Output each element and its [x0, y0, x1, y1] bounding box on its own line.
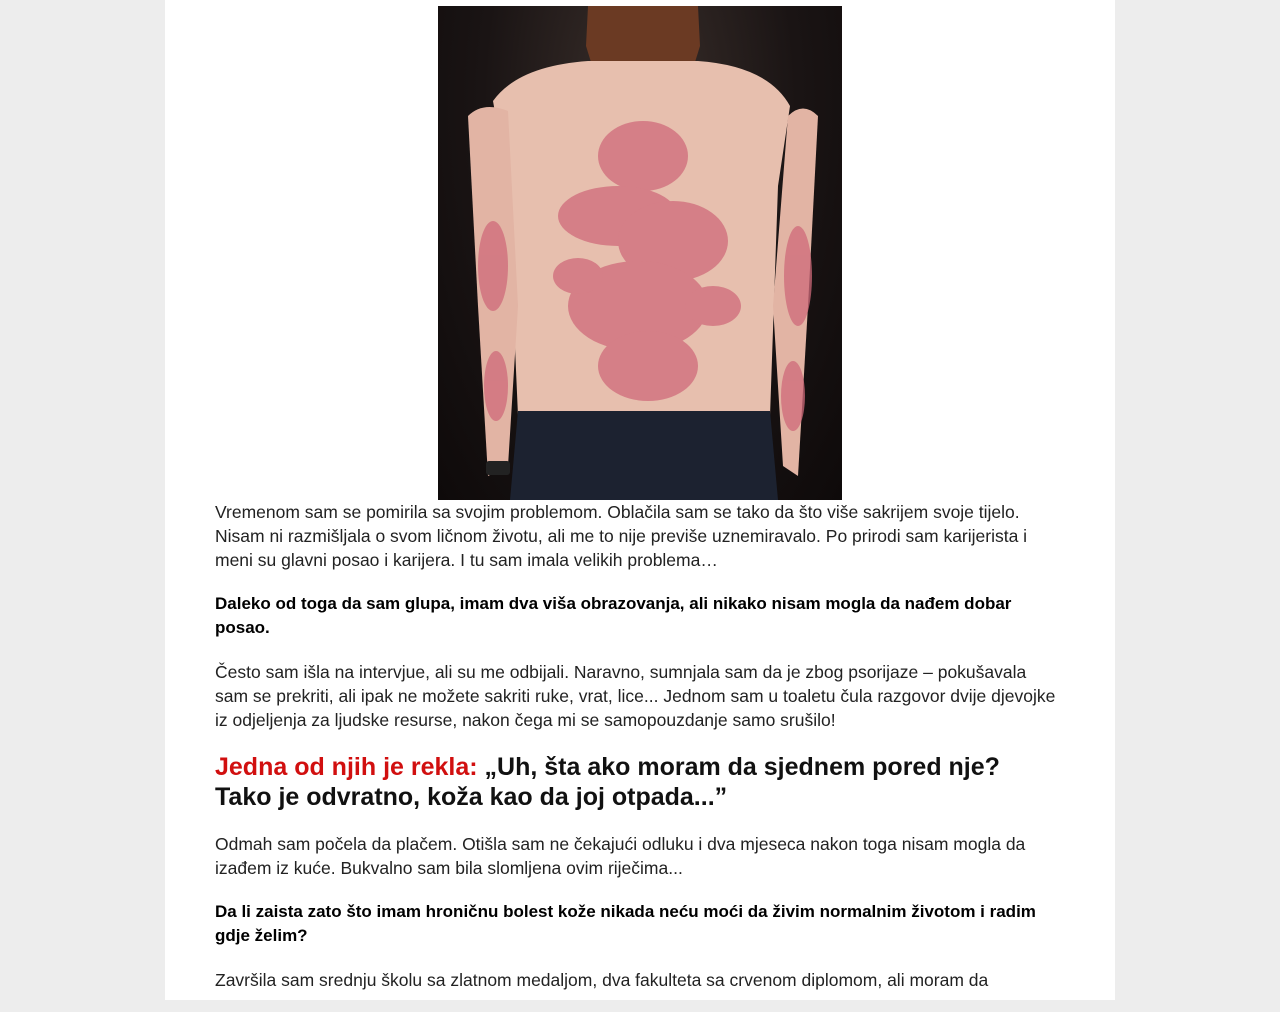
paragraph-question: Da li zaista zato što imam hroničnu bolest kože nikada neću moći da živim normalnim životom i radim gdje želim?: [215, 902, 1036, 945]
paragraph-education: Daleko od toga da sam glupa, imam dva viša obrazovanja, ali nikako nisam mogla da nađem dobar posao.: [215, 594, 1012, 637]
paragraph-reconciled: Vremenom sam se pomirila sa svojim problemom. Oblačila sam se tako da što više sakrijem svoje tijelo. Nisam ni razmišljala o svom ličnom životu, ali me to nije previše uznemiravalo. Po prirodi sam karijerista i meni su glavni posao i karijera. I tu sam imala velikih problema…: [215, 502, 1028, 570]
quote-lead: Jedna od njih je rekla:: [215, 753, 478, 781]
paragraph-crying: Odmah sam počela da plačem. Otišla sam ne čekajući odluku i dva mjeseca nakon toga nisam mogla da izađem iz kuće. Bukvalno sam bila slomljena ovim riječima...: [215, 834, 1026, 878]
psoriasis-back-photo: [438, 6, 842, 500]
paragraph-interviews: Često sam išla na intervjue, ali su me odbijali. Naravno, sumnjala sam da je zbog psorijaze – pokušavala sam se prekriti, ali ipak ne možete sakriti ruke, vrat, lice... Jednom sam u toaletu čula razgovor dvije djevojke iz odjeljenja za ljudske resurse, nakon čega mi se samopouzdanje samo srušilo!: [215, 662, 1056, 730]
paragraph-graduated: Završila sam srednju školu sa zlatnom medaljom, dva fakulteta sa crvenom diplomom, ali moram da: [215, 970, 989, 990]
quote-text: „Uh, šta ako moram da sjednem pored nje? Tako je odvratno, koža kao da joj otpada...”: [215, 753, 1000, 811]
article-body: [215, 500, 1063, 1012]
article-container: [165, 0, 1115, 1000]
quote-heading: [215, 752, 1063, 812]
